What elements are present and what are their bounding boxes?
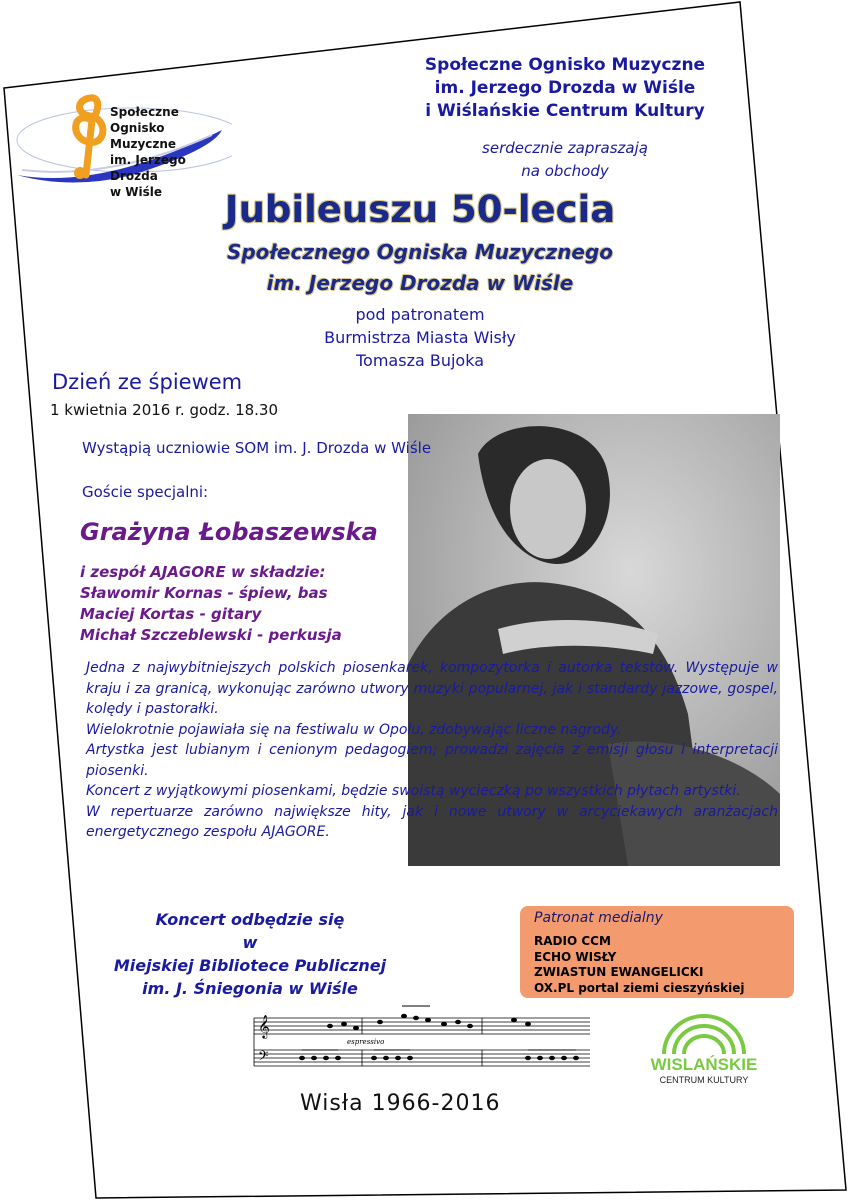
guests-label: Goście specjalni: xyxy=(82,483,209,501)
bio-paragraph: Jedna z najwybitniejszych polskich piosenkarek, kompozytorka i autorka tekstów. Występuje w kraju i za granicą, wykonując zarówno utwory muzyki popularnej, jak i standardy jazzowe, gospel, kolędy i pastorałki. xyxy=(86,660,778,717)
wck-line1: WISLAŃSKIE xyxy=(650,1055,758,1074)
patron-line1: pod patronatem xyxy=(355,305,485,324)
bass-clef-icon: 𝄢 xyxy=(258,1048,269,1067)
media-patronage-box xyxy=(520,906,794,998)
media-item: ZWIASTUN EWANGELICKI xyxy=(534,965,704,979)
logo-line1: Społeczne Ognisko Muzyczne xyxy=(110,105,179,151)
venue-line4: im. J. Śniegonia w Wiśle xyxy=(142,979,358,998)
media-list xyxy=(534,934,744,996)
event-date: 1 kwietnia 2016 r. godz. 18.30 xyxy=(50,401,279,419)
footer-years: Wisła 1966-2016 xyxy=(300,1091,501,1116)
patronage xyxy=(250,303,590,372)
org-line3: i Wiślańskie Centrum Kultury xyxy=(425,101,705,121)
patron-line2: Burmistrza Miasta Wisły xyxy=(324,328,516,347)
students-line: Wystąpią uczniowie SOM im. J. Drozda w Wiśle xyxy=(82,439,432,457)
band-member: Sławomir Kornas - śpiew, bas xyxy=(80,584,328,602)
wck-logo xyxy=(634,1012,774,1092)
bio-paragraph: Koncert z wyjątkowymi piosenkami, będzie swoistą wycieczką po wszystkich płytach artystki. xyxy=(86,783,741,799)
invite-line1: serdecznie zapraszają xyxy=(482,139,648,157)
invite-line2: na obchody xyxy=(521,162,609,180)
school-logo xyxy=(12,80,232,199)
org-line1: Społeczne Ognisko Muzyczne xyxy=(424,55,706,75)
media-item: ECHO WISŁY xyxy=(534,949,617,964)
band-intro: i zespół AJAGORE w składzie: xyxy=(80,563,326,581)
bio-paragraph: Wielokrotnie pojawiała się na festiwalu w Opolu, zdobywając liczne nagrody. xyxy=(86,721,622,738)
venue-line1: Koncert odbędzie się xyxy=(155,910,345,929)
sheet-music xyxy=(252,1000,592,1086)
school-line2: im. Jerzego Drozda w Wiśle xyxy=(266,271,574,295)
treble-clef-icon: 𝄞 xyxy=(258,1014,270,1038)
media-title: Patronat medialny xyxy=(534,910,663,926)
school-line1: Społecznego Ogniska Muzycznego xyxy=(226,240,614,264)
bio-paragraph: Artystka jest lubianym i cenionym pedagogiem; prowadzi zajęcia z emisji głosu i interpretacji piosenki. xyxy=(86,742,778,779)
organizers xyxy=(380,54,750,123)
school-name xyxy=(170,237,670,299)
wck-line2: CENTRUM KULTURY xyxy=(659,1075,749,1085)
logo-line2: im. Jerzego Drozda xyxy=(110,153,186,183)
media-item: RADIO CCM xyxy=(534,934,611,948)
band-member: Maciej Kortas - gitary xyxy=(80,605,262,623)
singer-name: Grażyna Łobaszewska xyxy=(80,518,378,546)
jubilee-title: Jubileuszu 50-lecia xyxy=(224,188,616,231)
venue-line3: Miejskiej Bibliotece Publicznej xyxy=(113,956,387,975)
venue-info xyxy=(80,908,420,1000)
band-member: Michał Szczeblewski - perkusja xyxy=(80,626,342,644)
artist-bio xyxy=(86,658,778,843)
bio-paragraph: W repertuarze zarówno największe hity, jak i nowe utwory w arcyciekawych aranżacjach energetycznego zespołu AJAGORE. xyxy=(86,803,778,840)
invitation xyxy=(420,137,710,183)
patron-line3: Tomasza Bujoka xyxy=(356,351,484,370)
logo-line3: w Wiśle xyxy=(110,185,163,199)
band-lineup xyxy=(80,562,342,646)
espressivo-marking: espressivo xyxy=(347,1038,385,1046)
org-line2: im. Jerzego Drozda w Wiśle xyxy=(434,78,696,98)
event-name: Dzień ze śpiewem xyxy=(52,370,243,394)
media-item: OX.PL portal ziemi cieszyńskiej xyxy=(534,980,745,995)
venue-line2: w xyxy=(242,933,258,952)
